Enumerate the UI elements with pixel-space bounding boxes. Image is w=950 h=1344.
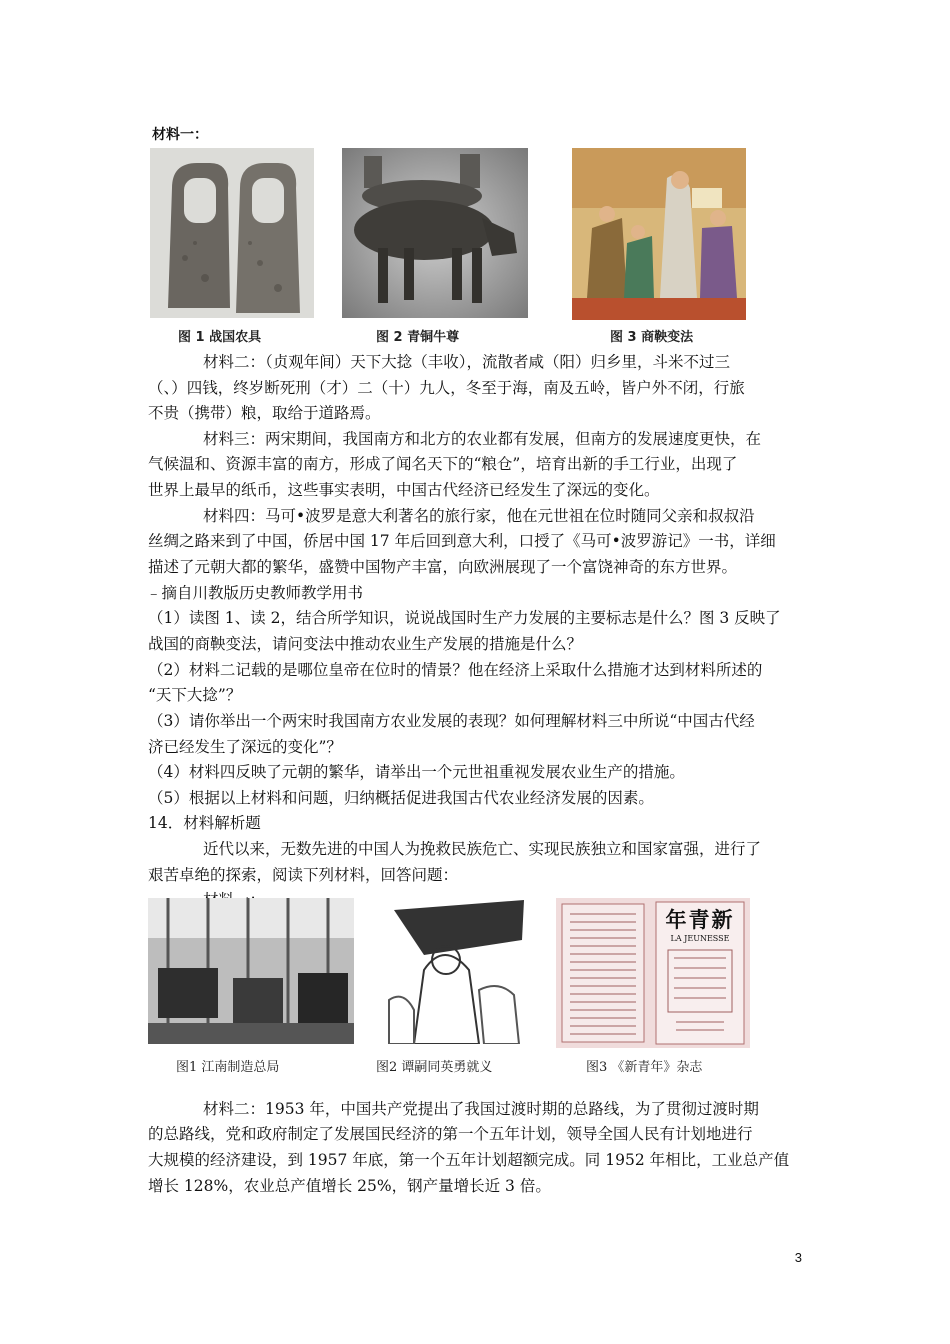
shang-yang-reform-image <box>572 148 746 320</box>
material3-line-3: 世界上最早的纸币，这些事实表明，中国古代经济已经发生了深远的变化。 <box>148 481 660 499</box>
question-4: （4）材料四反映了元朝的繁华，请举出一个元世祖重视发展农业生产的措施。 <box>148 763 685 781</box>
material2-line-1: 材料二：（贞观年间）天下大捻（丰收），流散者咸（阳）归乡里，斗米不过三 <box>203 353 731 371</box>
question-3-line-1: （3）请你举出一个两宋时我国南方农业发展的表现？如何理解材料三中所说“中国古代经 <box>148 712 755 730</box>
material3-line-2: 气候温和、资源丰富的南方，形成了闻名天下的“粮仓”，培育出新的手工行业，出现了 <box>148 455 738 473</box>
material4-line-3: 描述了元朝大都的繁华，盛赞中国物产丰富，向欧洲展现了一个富饶神奇的东方世界。 <box>148 558 738 576</box>
question-1-line-1: （1）读图 1、读 2，结合所学知识，说说战国时生产力发展的主要标志是什么？图 3 反映了 <box>148 609 781 627</box>
magazine-subtitle: LA JEUNESSE <box>670 934 730 943</box>
figure-2b-caption: 图2 谭嗣同英勇就义 <box>376 1060 493 1075</box>
intro-line-2: 艰苦卓绝的探索，阅读下列材料，回答问题： <box>148 866 459 884</box>
question-2-line-2: “天下大捻”？ <box>148 686 242 704</box>
figure-jiangnan-arsenal <box>148 898 354 1044</box>
s2-material2-line-4: 增长 128%，农业总产值增长 25%，钢产量增长近 3 倍。 <box>148 1177 551 1195</box>
material-one-heading: 材料一： <box>152 127 208 143</box>
figure-3b-caption: 图3 《新青年》杂志 <box>586 1060 703 1075</box>
figure-shang-yang-reform <box>572 148 746 320</box>
material2-line-2: （、）四钱，终岁断死刑（才）二（十）九人，冬至于海，南及五岭，皆户外不闭，行旅 <box>148 379 745 397</box>
s2-material2-line-1: 材料二：1953 年，中国共产党提出了我国过渡时期的总路线，为了贯彻过渡时期 <box>203 1100 759 1118</box>
figure-tan-sitong <box>384 900 534 1044</box>
figure-new-youth-magazine <box>556 898 750 1048</box>
question-2-line-1: （2）材料二记载的是哪位皇帝在位时的情景？他在经济上采取什么措施才达到材料所述的 <box>148 661 763 679</box>
figure-2-caption: 图 2 青铜牛尊 <box>376 330 460 345</box>
question-14-title: 14．材料解析题 <box>148 814 261 832</box>
s2-material2-line-3: 大规模的经济建设，到 1957 年底，第一个五年计划超额完成。同 1952 年相比，工业总产值 <box>148 1151 790 1169</box>
figure-3-caption: 图 3 商鞅变法 <box>610 330 694 345</box>
magazine-title: 年青新 <box>665 907 735 932</box>
figure-1b-caption: 图1 江南制造总局 <box>176 1060 280 1075</box>
question-5: （5）根据以上材料和问题，归纳概括促进我国古代农业经济发展的因素。 <box>148 789 654 807</box>
page-number: 3 <box>794 1250 802 1265</box>
tan-sitong-image <box>384 900 534 1044</box>
question-1-line-2: 战国的商鞅变法，请问变法中推动农业生产发展的措施是什么？ <box>148 635 583 653</box>
question-3-line-2: 济已经发生了深远的变化”？ <box>148 738 342 756</box>
source-note: ﹣摘自川教版历史教师教学用书 <box>146 584 364 602</box>
bronze-ox-image <box>342 148 528 318</box>
figure-bronze-ox <box>342 148 528 318</box>
material4-line-1: 材料四：马可•波罗是意大利著名的旅行家，他在元世祖在位时随同父亲和叔叔沿 <box>203 507 755 525</box>
figure-1-caption: 图 1 战国农具 <box>178 330 262 345</box>
material4-line-2: 丝绸之路来到了中国，侨居中国 17 年后回到意大利，口授了《马可•波罗游记》一书，详细 <box>148 532 776 550</box>
farming-tools-image <box>150 148 314 318</box>
jiangnan-arsenal-image <box>148 898 354 1044</box>
figure-warring-states-tools <box>150 148 314 318</box>
material2-line-3: 不贵（携带）粮，取给于道路焉。 <box>148 404 381 422</box>
s2-material2-line-2: 的总路线，党和政府制定了发展国民经济的第一个五年计划，领导全国人民有计划地进行 <box>148 1125 753 1143</box>
intro-line-1: 近代以来，无数先进的中国人为挽救民族危亡、实现民族独立和国家富强，进行了 <box>203 840 762 858</box>
material3-line-1: 材料三：两宋期间，我国南方和北方的农业都有发展，但南方的发展速度更快，在 <box>203 430 762 448</box>
